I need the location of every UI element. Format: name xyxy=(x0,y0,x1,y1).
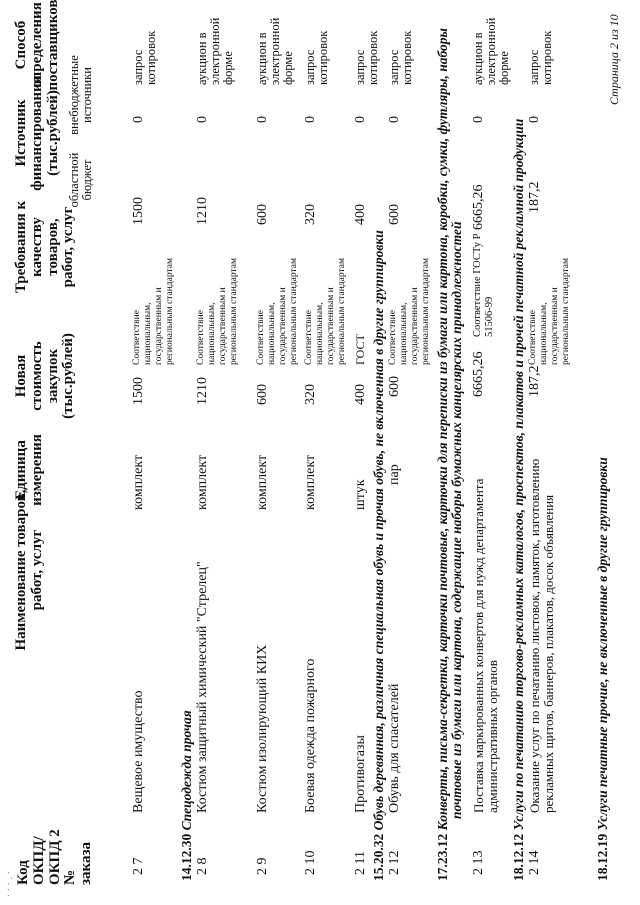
row-extra: 0 xyxy=(471,116,486,123)
row-code: 2 12 xyxy=(387,850,402,875)
group-heading: 14.12.30 Спецодежда прочая xyxy=(179,710,194,881)
row-unit: комплект xyxy=(195,454,210,510)
group-heading: 18.12.19 Услуги печатные прочие, не включенные в другие группировки xyxy=(595,457,610,881)
row-code: 2 14 xyxy=(527,850,542,875)
row-extra: 0 xyxy=(131,116,146,123)
row-regional: 400 xyxy=(353,204,368,225)
group-heading: 17.23.12 Конверты, письма-секретки, карточки почтовые, карточки для переписки из бумаги или картона, коробки, сумки, футляры, наборы почтовые из бумаги или картона, содержащие наборы бумажных канцелярских принадлежностей xyxy=(435,28,465,881)
row-name: Оказание услуг по печатанию листовок, памяток, изготовлению рекламных щитов, баннеров, плакатов, досок объявления xyxy=(527,458,556,813)
row-method: аукцион в электронной форме xyxy=(471,17,512,85)
row-code: 2 8 xyxy=(195,857,210,875)
row-regional: 1500 xyxy=(131,197,146,225)
row-cost: 600 xyxy=(255,384,270,405)
row-method: запрос котировок xyxy=(353,30,381,85)
row-method: запрос котировок xyxy=(303,30,331,85)
row-cost: 320 xyxy=(303,384,318,405)
row-regional: 187,2 xyxy=(527,181,542,213)
row-extra: 0 xyxy=(527,116,542,123)
group-heading: 18.12.12 Услуги по печатанию торгово-рекламных каталогов, проспектов, плакатов и прочей печатной рекламной продукции xyxy=(511,118,526,881)
row-method: запрос котировок xyxy=(527,30,555,85)
page-number: Страница 2 из 10 xyxy=(607,14,621,105)
row-name: Костюм изолирующий КИХ xyxy=(255,644,270,813)
row-unit: комплект xyxy=(303,454,318,510)
row-regional: 6665,26 xyxy=(471,184,486,230)
row-cost: 1500 xyxy=(131,377,146,405)
header-fin-regional: областной бюджет xyxy=(67,152,95,208)
row-requirements: ГОСТ xyxy=(353,334,367,365)
row-code: 2 13 xyxy=(471,850,486,875)
row-requirements: Соответствие национальным, государственным и региональным стандартам xyxy=(528,258,571,365)
header-financing: Источник финансирования (тыс.рублей) xyxy=(13,75,61,191)
row-code: 2 7 xyxy=(131,857,146,875)
row-cost: 187,2 xyxy=(527,365,542,397)
row-cost: 6665,26 xyxy=(471,351,486,397)
row-unit: комплект xyxy=(131,454,146,510)
row-cost: 600 xyxy=(387,376,402,397)
header-method: Способ определения поставщиков xyxy=(13,0,61,91)
row-requirements: Соответствие национальным, государственным и региональным стандартам xyxy=(388,258,431,365)
header-cost: Новая стоимость закупок (тыс.рублей) xyxy=(13,333,77,419)
row-name: Костюм защитный химический "Стрелец" xyxy=(195,561,210,813)
row-extra: 0 xyxy=(387,116,402,123)
row-extra: 0 xyxy=(255,116,270,123)
row-requirements: Соответствие национальным, государственным и региональным стандартам xyxy=(304,258,347,365)
row-unit: комплект xyxy=(255,454,270,510)
row-name: Поставка маркированных конвертов для нужд департамента административных органов xyxy=(471,478,500,813)
group-heading: 15.20.32 Обувь деревянная, различная специальная обувь и прочая обувь, не включенная в другие группировки xyxy=(371,230,386,881)
header-fin-extra: внебюджетные источники xyxy=(67,55,95,135)
row-extra: 0 xyxy=(303,116,318,123)
row-extra: 0 xyxy=(195,116,210,123)
row-unit: пар xyxy=(387,464,402,485)
row-code: 2 11 xyxy=(353,851,368,875)
row-name: Обувь для спасателей xyxy=(387,683,402,813)
scan-noise: · · · . · xyxy=(4,871,15,897)
row-regional: 600 xyxy=(255,204,270,225)
row-method: аукцион в электронной форме xyxy=(195,17,236,85)
row-requirements: Соответствие национальным, государственным и региональным стандартам xyxy=(256,258,299,365)
row-cost: 1210 xyxy=(195,377,210,405)
row-method: запрос котировок xyxy=(387,30,415,85)
row-regional: 320 xyxy=(303,204,318,225)
row-extra: 0 xyxy=(353,116,368,123)
row-regional: 600 xyxy=(387,204,402,225)
row-name: Противогазы xyxy=(353,735,368,813)
row-name: Боевая одежда пожарного xyxy=(303,658,318,813)
row-regional: 1210 xyxy=(195,197,210,225)
header-code: Код ОКПД/ ОКПД 2 № заказа xyxy=(15,829,94,885)
header-requirements: Требования к качеству товаров, работ, услуг xyxy=(13,200,77,294)
row-cost: 400 xyxy=(353,384,368,405)
header-unit: Единица измерения xyxy=(13,434,45,506)
header-name: Наименование товаров, работ, услуг xyxy=(13,489,45,651)
row-requirements: Соответствие ГОСТу Р 51506-99 xyxy=(472,233,496,337)
row-method: аукцион в электронной форме xyxy=(255,17,296,85)
row-requirements: Соответствие национальным, государственным и региональным стандартам xyxy=(196,258,239,365)
row-method: запрос котировок xyxy=(131,30,159,85)
row-name: Вещевое имущество xyxy=(131,690,146,813)
row-code: 2 10 xyxy=(303,850,318,875)
row-unit: штук xyxy=(353,479,368,510)
row-requirements: Соответствие национальным, государственным и региональным стандартам xyxy=(132,258,175,365)
row-code: 2 9 xyxy=(255,857,270,875)
